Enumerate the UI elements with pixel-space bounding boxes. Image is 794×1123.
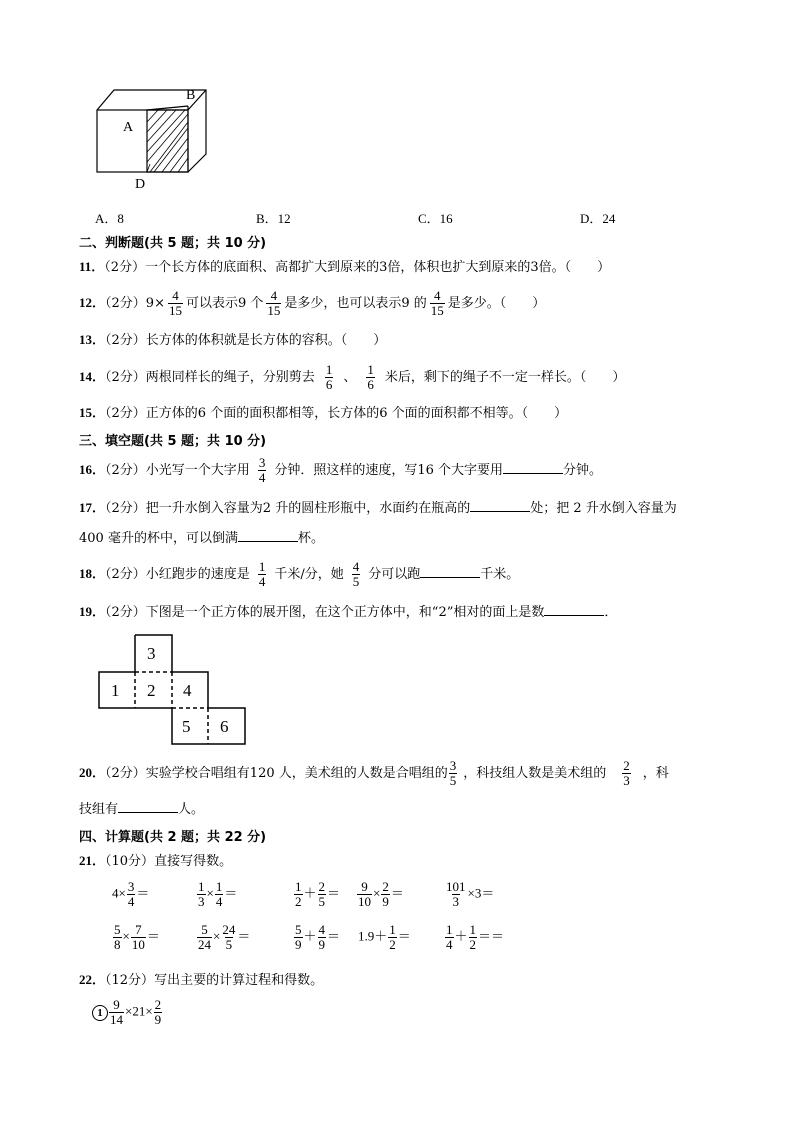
question-number: 19． (79, 604, 106, 619)
fraction (127, 880, 136, 909)
question-number: 20． (79, 765, 106, 780)
fraction (388, 923, 397, 952)
numerator: 1 (469, 922, 477, 937)
question-text: 分可以跑 (368, 567, 421, 582)
question-score: （2分） (105, 296, 146, 311)
answer-blank[interactable] (503, 461, 563, 474)
fraction (258, 560, 267, 589)
denominator: 5 (225, 937, 233, 952)
fraction (318, 880, 327, 909)
numerator: 3 (127, 879, 135, 894)
expr-text: ＝ (146, 928, 160, 944)
question-17-cont (79, 529, 324, 548)
question-number: 15． (79, 405, 106, 420)
question-score: （2分） (105, 605, 146, 620)
fraction (154, 998, 163, 1027)
fraction (109, 998, 124, 1027)
fraction (294, 923, 303, 952)
question-number: 11． (79, 259, 105, 274)
option-c: C．16 (418, 211, 453, 226)
numerator: 1 (389, 922, 396, 937)
denominator: 9 (295, 937, 302, 952)
question-score: （10分） (105, 854, 155, 869)
question-score: （2分） (104, 260, 146, 275)
numerator: 1 (295, 879, 302, 894)
question-number: 18． (79, 566, 106, 581)
denominator: 10 (131, 937, 145, 952)
denominator: 2 (295, 894, 302, 909)
option-a: A．8 (95, 211, 124, 226)
operator: ＋ (303, 885, 317, 901)
cube-net-figure (98, 634, 248, 746)
expr-text: ＝ (136, 885, 150, 901)
numerator: 1 (325, 362, 333, 377)
question-text: 技组有 (79, 802, 119, 817)
question-22 (79, 971, 323, 990)
question-text: 正方体的6 个面的面积都相等，长方体的6 个面的面积都不相等。（ ） (145, 406, 568, 421)
denominator: 15 (267, 303, 281, 318)
answer-blank[interactable] (544, 603, 604, 616)
denominator: 9 (318, 937, 326, 952)
operator: × (213, 928, 221, 944)
question-16 (79, 455, 602, 486)
question-text: 400 毫升的杯中，可以倒满 (79, 531, 238, 546)
question-18 (79, 559, 519, 590)
section-title-fill-in: 三、填空题(共 5 题；共 10 分) (79, 434, 267, 449)
answer-blank[interactable] (118, 800, 178, 813)
numerator: 2 (318, 879, 326, 894)
question-text: 处；把 2 升水倒入容量为 (530, 501, 677, 516)
question-text: 小光写一个大字用 (145, 463, 250, 478)
cube-figure (90, 84, 215, 192)
denominator: 10 (358, 894, 371, 909)
cube-label-d: D (135, 177, 146, 192)
expression-6 (112, 923, 160, 952)
denominator: 6 (367, 377, 374, 392)
question-text: 小红跑步的速度是 (145, 567, 250, 582)
question-15 (79, 404, 567, 423)
operator: × (206, 885, 214, 901)
fraction (294, 880, 303, 909)
denominator: 4 (215, 894, 223, 909)
denominator: 4 (258, 470, 266, 485)
question-text: 分钟。 (563, 463, 603, 478)
operator: × (122, 928, 130, 944)
denominator: 24 (198, 937, 211, 952)
fraction (215, 880, 224, 909)
numerator: 3 (258, 455, 266, 470)
fraction (445, 923, 454, 952)
fraction (469, 923, 478, 952)
numerator: 4 (270, 288, 278, 303)
denominator: 4 (446, 937, 453, 952)
question-text: 千米。 (480, 567, 520, 582)
fraction (131, 923, 146, 952)
question-text: 两根同样长的绳子，分别剪去 (145, 370, 315, 385)
fraction (622, 759, 631, 788)
numerator: 2 (154, 997, 162, 1012)
fraction (197, 880, 206, 909)
numerator: 1 (367, 362, 374, 377)
circled-number: 1 (92, 1005, 108, 1021)
numerator: 24 (222, 922, 236, 937)
option-b: B．12 (256, 211, 291, 226)
denominator: 6 (325, 377, 333, 392)
question-number: 16． (79, 462, 106, 477)
answer-blank[interactable] (470, 499, 530, 512)
denominator: 5 (318, 894, 326, 909)
cube-label-b: B (186, 88, 196, 103)
question-text: 直接写得数。 (154, 854, 233, 869)
question-19 (79, 603, 617, 622)
question-text: 人。 (178, 802, 205, 817)
question-score: （2分） (105, 766, 146, 781)
expression-5 (444, 880, 494, 909)
numerator: 3 (449, 758, 457, 773)
fraction (357, 880, 372, 909)
fraction (258, 456, 267, 485)
expr-text: ×3＝ (467, 885, 495, 901)
numerator: 2 (382, 879, 389, 894)
denominator: 5 (352, 574, 360, 589)
question-text: 实验学校合唱组有120 人，美术组的人数是合唱组的 (145, 766, 448, 781)
fraction (197, 923, 212, 952)
net-cell-3: 3 (147, 644, 156, 663)
question-text: 9× (145, 296, 165, 311)
question-21 (79, 852, 232, 871)
question-score: （2分） (105, 406, 146, 421)
question-number: 17． (79, 500, 106, 515)
question-text: 分钟．照这样的速度，写16 个大字要用 (274, 463, 503, 478)
fraction (366, 363, 375, 392)
denominator: 2 (469, 937, 477, 952)
question-score: （2分） (105, 370, 146, 385)
numerator: 7 (135, 922, 142, 937)
numerator: 9 (113, 997, 120, 1012)
expr-text: 1.9＋ (358, 928, 388, 944)
numerator: 5 (295, 922, 302, 937)
net-cell-4: 4 (183, 681, 192, 700)
question-number: 12． (79, 295, 106, 310)
question-text: 千米/分，她 (274, 567, 344, 582)
numerator: 1 (446, 922, 453, 937)
question-score: （12分） (105, 973, 155, 988)
fraction (445, 880, 467, 909)
expr-text: 4× (112, 885, 126, 901)
net-cell-5: 5 (182, 717, 191, 736)
answer-blank[interactable] (238, 529, 298, 542)
expr-text: ＝ (390, 885, 404, 901)
question-score: （2分） (105, 501, 146, 516)
section-title-judgment: 二、判断题(共 5 题；共 10 分) (79, 236, 267, 251)
question-score: （2分） (105, 567, 146, 582)
question-score: （2分） (105, 333, 146, 348)
question-number: 21． (79, 853, 106, 868)
question-text: 杯。 (297, 531, 324, 546)
numerator: 9 (361, 879, 368, 894)
fraction (430, 289, 445, 318)
question-number: 13． (79, 332, 106, 347)
denominator: 3 (623, 773, 630, 788)
fraction (266, 289, 281, 318)
question-13 (79, 331, 386, 350)
question-text: 写出主要的计算过程和得数。 (154, 973, 324, 988)
question-text: 下图是一个正方体的展开图，在这个正方体中，和“2”相对的面上是数 (145, 605, 545, 620)
fraction (381, 880, 390, 909)
operator: ＋ (454, 928, 468, 944)
denominator: 3 (452, 894, 459, 909)
question-text: 、 (343, 370, 357, 385)
fraction (168, 289, 183, 318)
denominator: 8 (114, 937, 121, 952)
answer-blank[interactable] (420, 565, 480, 578)
expr-text: ＝ (397, 928, 411, 944)
question-text: ，科技组人数是美术组的 (463, 766, 607, 781)
net-cell-6: 6 (220, 717, 229, 736)
denominator: 3 (198, 894, 205, 909)
expr-text: ＝ (327, 928, 341, 944)
denominator: 4 (127, 894, 135, 909)
numerator: 4 (318, 922, 326, 937)
numerator: 1 (198, 879, 205, 894)
denominator: 4 (258, 574, 266, 589)
expr-text: ＝ (237, 928, 251, 944)
net-cell-1: 1 (111, 681, 120, 700)
question-text: 把一升水倒入容量为2 升的圆柱形瓶中，水面约在瓶高的 (145, 501, 471, 516)
denominator: 2 (389, 937, 396, 952)
expression-4 (356, 880, 404, 909)
question-text: ，科 (642, 766, 669, 781)
numerator: 2 (623, 758, 630, 773)
question-14 (79, 362, 625, 393)
expression-1 (112, 880, 149, 909)
expression-9 (358, 923, 411, 952)
expression-2 (196, 880, 237, 909)
question-text: ． (604, 605, 618, 620)
expr-text: ＝ (327, 885, 341, 901)
numerator: 4 (172, 288, 179, 303)
operator: × (373, 885, 381, 901)
expr-text: ＝ (224, 885, 238, 901)
net-cell-2: 2 (147, 681, 156, 700)
denominator: 14 (110, 1012, 123, 1027)
numerator: 5 (114, 922, 121, 937)
question-12 (79, 288, 545, 319)
question-number: 14． (79, 369, 106, 384)
numerator: 1 (215, 879, 223, 894)
operator: ＋ (303, 928, 317, 944)
numerator: 1 (258, 559, 266, 574)
fraction (449, 759, 458, 788)
question-text: 是多少，也可以表示9 的 (284, 296, 427, 311)
expression-10 (444, 923, 504, 952)
question-text: 是多少。（ ） (447, 296, 546, 311)
question-11 (79, 258, 610, 277)
question-score: （2分） (105, 463, 146, 478)
question-number: 22． (79, 972, 106, 987)
expr-text: ＝＝ (478, 928, 505, 944)
denominator: 9 (154, 1012, 162, 1027)
expression-11 (92, 998, 163, 1027)
expression-7 (196, 923, 250, 952)
question-text: 米后，剩下的绳子不一定一样长。（ ） (384, 370, 626, 385)
fraction (325, 363, 334, 392)
denominator: 5 (449, 773, 457, 788)
fraction (113, 923, 122, 952)
question-text: 可以表示9 个 (185, 296, 264, 311)
option-d: D．24 (580, 211, 616, 226)
section-title-calculation: 四、计算题(共 2 题；共 22 分) (79, 830, 267, 845)
fraction (352, 560, 361, 589)
denominator: 9 (382, 894, 389, 909)
question-text: 一个长方体的底面积、高都扩大到原来的3倍，体积也扩大到原来的3倍。（ ） (145, 260, 611, 275)
fraction (318, 923, 327, 952)
numerator: 4 (434, 288, 441, 303)
question-17 (79, 499, 677, 518)
expression-8 (293, 923, 340, 952)
cube-label-a: A (123, 120, 134, 135)
operator: ×21× (125, 1003, 153, 1019)
numerator: 5 (201, 922, 208, 937)
expression-3 (293, 880, 340, 909)
fraction (221, 923, 236, 952)
question-20 (79, 758, 669, 789)
question-20-cont (79, 800, 204, 819)
denominator: 15 (430, 303, 444, 318)
denominator: 15 (168, 303, 182, 318)
numerator: 4 (352, 559, 360, 574)
question-text: 长方体的体积就是长方体的容积。（ ） (145, 333, 387, 348)
numerator: 101 (446, 879, 466, 894)
